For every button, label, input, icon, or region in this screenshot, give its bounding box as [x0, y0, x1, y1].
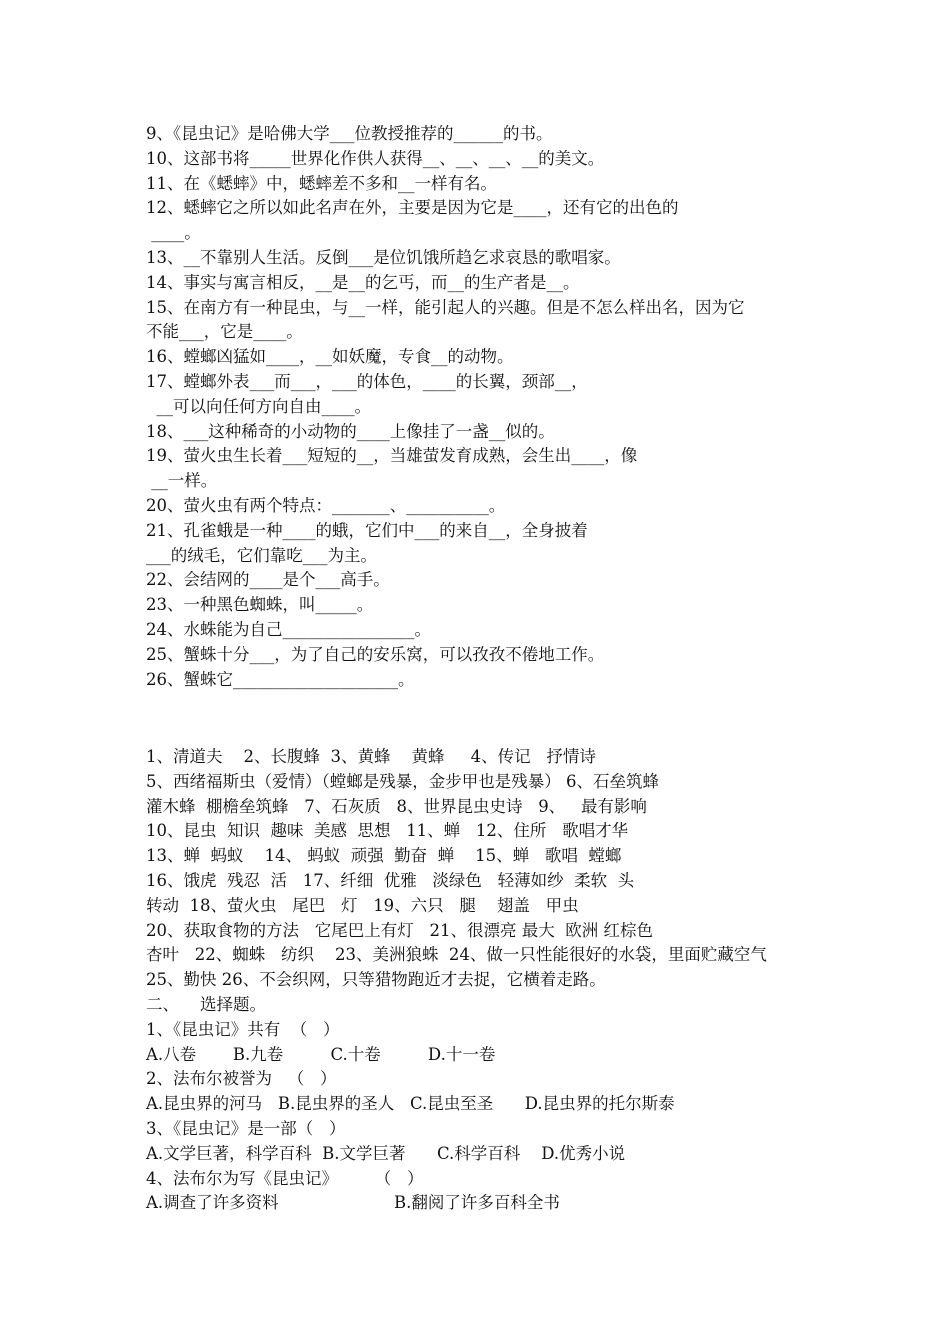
question-24: 24、水蛛能为自己________________。 — [146, 619, 431, 639]
question-9: 9、《昆虫记》是哈佛大学___位教授推荐的______的书。 — [146, 124, 553, 143]
question-17: 17、螳螂外表___而___，___的体色，____的长翼，颈部__， — [146, 371, 588, 391]
question-25: 25、蟹蛛十分___，为了自己的安乐窝，可以孜孜不倦地工作。 — [146, 644, 605, 664]
question-20: 20、萤火虫有两个特点：_______、__________。 — [146, 495, 506, 515]
question-19: 19、萤火虫生长着___短短的__，当雄萤发育成熟，会生出____，像 — [146, 446, 638, 466]
question-11: 11、在《蟋蟀》中，蟋蟀差不多和__一样有名。 — [146, 173, 497, 193]
choice-question-3: 3、《昆虫记》是一部（ ） — [146, 1118, 346, 1138]
choice-options-4: A.调查了许多资料 B.翻阅了许多百科全书 — [146, 1193, 560, 1213]
choice-question-4: 4、法布尔为写《昆虫记》 （ ） — [146, 1168, 424, 1188]
choice-question-2: 2、法布尔被誉为 （ ） — [146, 1069, 337, 1089]
answer-line: 13、蝉 蚂蚁 14、 蚂蚁 顽强 勤奋 蝉 15、蝉 歌唱 螳螂 — [146, 846, 622, 866]
question-17-continued: __可以向任何方向自由____。 — [146, 396, 371, 416]
question-12: 12、蟋蟀它之所以如此名声在外，主要是因为它是____，还有它的出色的 — [146, 198, 679, 218]
answers-and-choice-questions — [146, 745, 826, 1216]
question-10: 10、这部书将_____世界化作供人获得__、__、__、__的美文。 — [146, 148, 605, 168]
answer-line: 16、饿虎 残忍 活 17、纤细 优雅 淡绿色 轻薄如纱 柔软 头 — [146, 870, 635, 890]
question-18: 18、___这种稀奇的小动物的____上像挂了一盏__似的。 — [146, 421, 555, 441]
choice-options-1: A.八卷 B.九卷 C.十卷 D.十一卷 — [146, 1044, 496, 1064]
fill-in-questions — [146, 122, 826, 692]
question-23: 23、一种黑色蜘蛛，叫_____。 — [146, 595, 374, 615]
answer-line: 5、西绪福斯虫（爱情）（螳螂是残暴，金步甲也是残暴） 6、石垒筑蜂 — [146, 771, 659, 791]
question-12-continued: ____。 — [146, 223, 201, 243]
question-21-continued: ___的绒毛，它们靠吃___为主。 — [146, 545, 377, 565]
question-15: 15、在南方有一种昆虫，与__一样，能引起人的兴趣。但是不怎么样出名，因为它 — [146, 297, 745, 317]
question-21: 21、孔雀蛾是一种____的蛾，它们中___的来自__，全身披着 — [146, 520, 588, 540]
section-heading: 二、 选择题。 — [146, 994, 266, 1014]
answer-line: 20、获取食物的方法 它尾巴上有灯 21、很漂亮 最大 欧洲 红棕色 — [146, 920, 653, 940]
question-14: 14、事实与寓言相反，__是__的乞丐，而__的生产者是__。 — [146, 272, 580, 292]
question-16: 16、螳螂凶猛如____，__如妖魔，专食__的动物。 — [146, 347, 514, 367]
question-22: 22、会结网的____是个___高手。 — [146, 570, 390, 590]
question-15-continued: 不能___，它是____。 — [146, 322, 303, 342]
choice-question-1: 1、《昆虫记》共有 （ ） — [146, 1019, 340, 1039]
answer-line: 25、勤快 26、不会织网，只等猎物跑近才去捉，它横着走路。 — [146, 970, 606, 990]
question-26: 26、蟹蛛它____________________。 — [146, 669, 415, 689]
answer-line: 10、昆虫 知识 趣味 美感 思想 11、蝉 12、住所 歌唱才华 — [146, 821, 629, 841]
answer-line: 杏叶 22、蜘蛛 纺织 23、美洲狼蛛 24、做一只性能很好的水袋，里面贮藏空气 — [146, 945, 767, 965]
answer-line: 转动 18、萤火虫 尾巴 灯 19、六只 腿 翅盖 甲虫 — [146, 895, 579, 915]
choice-options-3: A.文学巨著，科学百科 B.文学巨著 C.科学百科 D.优秀小说 — [146, 1143, 626, 1163]
choice-options-2: A.昆虫界的河马 B.昆虫界的圣人 C.昆虫至圣 D.昆虫界的托尔斯泰 — [146, 1094, 675, 1114]
answer-line: 灌木蜂 棚檐垒筑蜂 7、石灰质 8、世界昆虫史诗 9、 最有影响 — [146, 796, 647, 816]
question-13: 13、__不靠别人生活。反倒___是位饥饿所趋乞求哀恳的歌唱家。 — [146, 247, 621, 267]
answer-line: 1、清道夫 2、长腹蜂 3、黄蜂 黄蜂 4、传记 抒情诗 — [146, 747, 596, 766]
question-19-continued: __一样。 — [146, 471, 218, 491]
